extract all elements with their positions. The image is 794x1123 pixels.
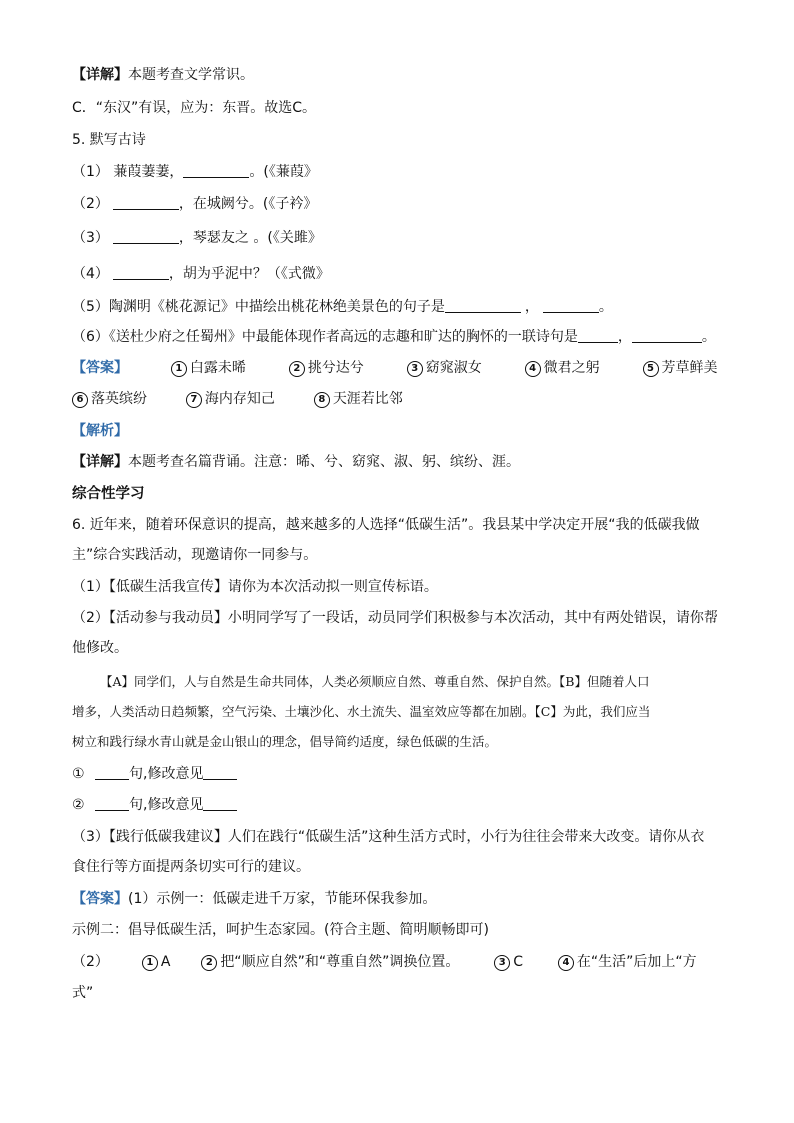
subquestion-2-line-1: （2）【活动参与我动员】小明同学写了一段话，动员同学们积极参与本次活动，其中有两处错误，请你帮 (72, 610, 718, 626)
section-title: 综合性学习 (72, 486, 145, 502)
answer-line-1 (72, 358, 734, 378)
answer-correction: C．“东汉”有误，应为：东晋。故选C。 (72, 100, 317, 116)
answer-item: 芳草鲜美 (661, 360, 718, 376)
answer-tag: 【答案】 (72, 891, 128, 907)
num-1-icon: 1 (171, 361, 187, 377)
num-6-icon: 6 (72, 392, 88, 408)
poem-item-2-prefix: （2） (72, 196, 109, 212)
subquestion-3-line-1: （3）【践行低碳我建议】人们在践行“低碳生活”这种生活方式时，小行为往往会带来大改变。请你从衣 (72, 829, 705, 845)
poem-blank-5a[interactable] (445, 298, 521, 313)
answer-item: 海内存知己 (204, 391, 275, 407)
poem-item-5 (72, 297, 734, 317)
quote-paragraph-line-3: 树立和践行绿水青山就是金山银山的理念，倡导简约适度，绿色低碳的生活。 (72, 734, 498, 749)
question-6-line-2: 主”综合实践活动，现邀请你一同参与。 (72, 547, 318, 563)
num-3-icon: 3 (407, 361, 423, 377)
poem-item-3 (72, 228, 734, 248)
quote-paragraph-line-1: 【A】同学们，人与自然是生命共同体，人类必须顺应自然、尊重自然、保护自然。【B】但随着人口 (100, 674, 650, 689)
answer-item: A (160, 954, 171, 970)
detail-text: 本题考查文学常识。 (128, 67, 254, 83)
poem-item-6 (72, 327, 734, 347)
question-6-line-1: 6. 近年来，随着环保意识的提高，越来越多的人选择“低碳生活”。我县某中学决定开展“我的低碳我做 (72, 517, 700, 533)
poem-blank-4[interactable] (113, 265, 169, 280)
poem-item-5-end: 。 (598, 299, 613, 315)
poem-item-3-source: ，琴瑟友之 。(《关雎》 (178, 230, 322, 246)
subquestion-1: （1）【低碳生活我宣传】请你为本次活动拟一则宣传标语。 (72, 579, 438, 595)
poem-item-1-source: 。(《蒹葭》 (249, 164, 318, 180)
answer-item: 挑兮达兮 (307, 360, 364, 376)
num-2-icon: 2 (201, 955, 217, 971)
fix-1-opinion-blank[interactable] (203, 765, 237, 780)
detail-text: 本题考查名篇背诵。注意：晞、兮、窈窕、淑、躬、缤纷、涯。 (128, 454, 520, 470)
answer-item: 把“顺应自然”和“尊重自然”调换位置。 (220, 954, 460, 970)
poem-blank-6a[interactable] (578, 328, 618, 343)
poem-item-6-prefix: （6）《送杜少府之任蜀州》中最能体现作者高远的志趣和旷达的胸怀的一联诗句是 (72, 329, 578, 345)
answer-item: 在“生活”后加上“方 (576, 954, 697, 970)
fix-1-sentence-blank[interactable] (95, 765, 129, 780)
poem-blank-2[interactable] (113, 195, 179, 210)
poem-item-4-source: ，胡为乎泥中？（《式微》 (168, 266, 330, 282)
poem-item-6-comma: ， (617, 329, 632, 345)
answer-item: 天涯若比邻 (332, 391, 403, 407)
answer-item: 窈窕淑女 (425, 360, 482, 376)
fix-line-2 (72, 795, 734, 815)
answer-item: C (513, 954, 524, 970)
poem-item-1 (72, 162, 734, 182)
num-2-icon: 2 (289, 361, 305, 377)
poem-item-4 (72, 264, 734, 284)
num-8-icon: 8 (314, 392, 330, 408)
fix-1-label: 句,修改意见 (129, 766, 204, 782)
fix-2-label: 句,修改意见 (129, 797, 204, 813)
answer-item: 微君之躬 (543, 360, 600, 376)
fix-1-marker: ① (72, 766, 85, 782)
poem-blank-3[interactable] (113, 229, 179, 244)
poem-item-1-prefix: （1） 蒹葭萋萋， (72, 164, 184, 180)
answer-item: 白露未晞 (189, 360, 246, 376)
num-1-icon: 1 (142, 955, 158, 971)
fix-2-opinion-blank[interactable] (203, 796, 237, 811)
detail-tag: 【详解】 (72, 67, 128, 83)
num-3-icon: 3 (494, 955, 510, 971)
poem-item-6-end: 。 (701, 329, 716, 345)
quote-paragraph-line-2: 增多，人类活动日趋频繁，空气污染、土壤沙化、水土流失、温室效应等都在加剧。【C】为此，我们应当 (72, 704, 651, 719)
answer-6-line-1 (72, 889, 734, 909)
num-5-icon: 5 (643, 361, 659, 377)
subquestion-2-line-2: 他修改。 (72, 640, 128, 656)
fix-2-sentence-blank[interactable] (95, 796, 129, 811)
question-5-title: 5. 默写古诗 (72, 132, 146, 148)
poem-item-3-prefix: （3） (72, 230, 109, 246)
poem-blank-6b[interactable] (632, 328, 702, 343)
answer-item: 落英缤纷 (91, 391, 147, 407)
poem-item-4-prefix: （4） (72, 266, 109, 282)
poem-item-2 (72, 194, 734, 214)
answer-tag: 【答案】 (72, 360, 128, 376)
fix-line-1 (72, 764, 734, 784)
answer-6-text: (1）示例一：低碳走进千万家，节能环保我参加。 (128, 891, 437, 907)
poem-item-5-comma: ， (524, 299, 539, 315)
answer-6-line-2: 示例二：倡导低碳生活，呵护生态家园。(符合主题、简明顺畅即可) (72, 922, 489, 938)
answer-line-2 (72, 389, 734, 409)
answer-6-part-2-prefix: （2） (72, 954, 109, 970)
num-4-icon: 4 (525, 361, 541, 377)
poem-item-2-source: ，在城阙兮。(《子衿》 (178, 196, 318, 212)
detail-tag: 【详解】 (72, 454, 128, 470)
detail-line-2 (72, 452, 734, 472)
analysis-tag: 【解析】 (72, 423, 128, 439)
poem-blank-5b[interactable] (543, 298, 599, 313)
num-7-icon: 7 (186, 392, 202, 408)
subquestion-3-line-2: 食住行等方面提两条切实可行的建议。 (72, 859, 310, 875)
answer-6-line-3 (72, 952, 734, 972)
poem-blank-1[interactable] (183, 163, 249, 178)
fix-2-marker: ② (72, 797, 85, 813)
poem-item-5-prefix: （5）陶渊明《桃花源记》中描绘出桃花林绝美景色的句子是 (72, 299, 445, 315)
detail-line-1 (72, 65, 734, 85)
num-4-icon: 4 (558, 955, 574, 971)
answer-6-line-4: 式” (72, 985, 94, 1001)
